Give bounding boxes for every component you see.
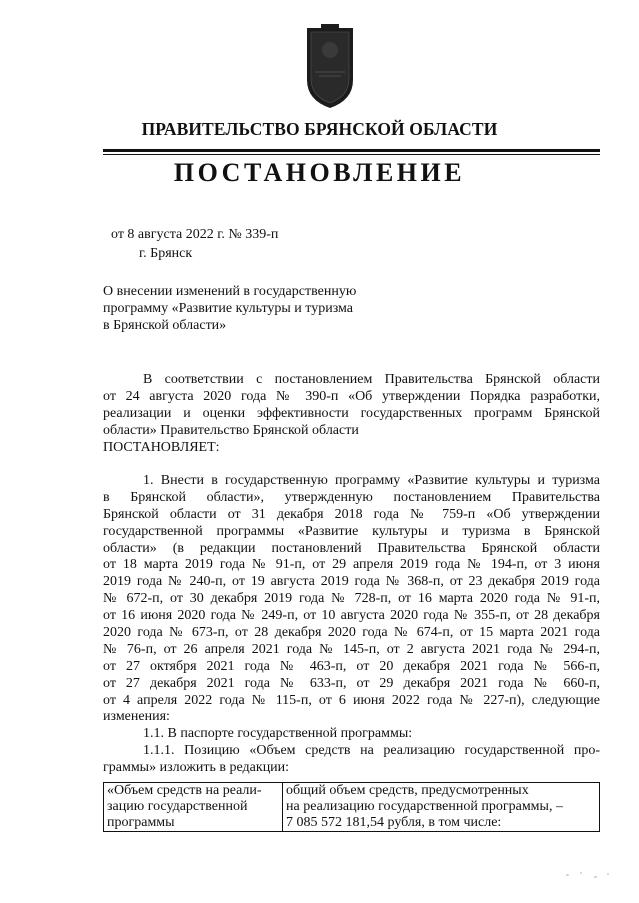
preamble-line: В соответствии с постановлением Правительства Брянской области xyxy=(143,372,600,387)
clause-line: области» (в редакции постановлений Правительства Брянской области xyxy=(103,540,600,556)
clause-line: государственной программы «Развитие культуры и туризма в Брянской xyxy=(103,523,600,539)
scan-speck xyxy=(594,876,597,878)
clause-1 xyxy=(103,473,600,777)
clause-line: Брянской области от 31 декабря 2018 года № 759-п «Об утверждении xyxy=(103,506,600,522)
scan-speck xyxy=(580,872,582,874)
subject-line: О внесении изменений в государственную xyxy=(103,284,357,299)
document-type: ПОСТАНОВЛЕНИЕ xyxy=(173,158,466,187)
clause-line: от 16 июня 2020 года № 249-п, от 10 августа 2020 года № 355-п, от 28 декабря xyxy=(103,608,600,624)
header-rule-thick xyxy=(103,149,600,152)
preamble-line: от 24 августа 2020 года № 390-п «Об утверждении Порядка разработки, xyxy=(103,388,600,404)
header-rule-thin xyxy=(103,154,600,155)
cell-line: общий объем средств, предусмотренных xyxy=(286,783,529,798)
clause-line: изменения: xyxy=(103,709,170,725)
clause-line: от 18 марта 2019 года № 91-п, от 29 апреля 2019 года № 194-п, от 3 июня xyxy=(103,557,600,573)
funding-table xyxy=(103,782,600,832)
clause-line: 2019 года № 240-п, от 19 августа 2019 года № 368-п, от 23 декабря 2019 года xyxy=(103,574,600,590)
document-subject xyxy=(103,283,393,334)
scan-speck xyxy=(566,874,569,876)
clause-line: в Брянской области», утвержденную постановлением Правительства xyxy=(103,489,600,505)
clause-line: № 76-п, от 26 апреля 2021 года № 145-п, от 2 августа 2021 года № 294-п, xyxy=(103,641,600,657)
table-cell-left xyxy=(104,783,283,832)
city-line: г. Брянск xyxy=(139,246,193,261)
table-row xyxy=(104,783,600,832)
clause-1-1-1: 1.1.1. Позицию «Объем средств на реализацию государственной про- xyxy=(143,743,600,759)
subject-line: программу «Развитие культуры и туризма xyxy=(103,301,354,316)
clause-line: 1. Внести в государственную программу «Развитие культуры и туризма xyxy=(143,473,600,488)
clause-line: от 27 декабря 2021 года № 633-п, от 29 декабря 2021 года № 660-п, xyxy=(103,675,600,691)
preamble-line: реализации и оценки эффективности государственных программ Брянской xyxy=(103,405,600,421)
decree-word: ПОСТАНОВЛЯЕТ: xyxy=(103,439,220,455)
preamble-line: области» Правительство Брянской области xyxy=(103,422,359,438)
preamble xyxy=(103,372,600,456)
coat-of-arms-icon xyxy=(305,22,355,110)
table-cell-right xyxy=(283,783,600,832)
clause-line: от 27 октября 2021 года № 463-п, от 20 декабря 2021 года № 566-п, xyxy=(103,658,600,674)
cell-line: «Объем средств на реали- xyxy=(107,783,262,798)
subject-line: в Брянской области» xyxy=(103,318,227,333)
clause-line: от 4 апреля 2022 года № 115-п, от 6 июня 2022 года № 227-п), следующие xyxy=(103,692,600,708)
clause-line: № 672-п, от 30 декабря 2019 года № 728-п, от 16 марта 2020 года № 91-п, xyxy=(103,591,600,607)
scan-speck xyxy=(607,873,609,875)
clause-1-1-1-cont: граммы» изложить в редакции: xyxy=(103,760,290,776)
cell-line: 7 085 572 181,54 рубля, в том числе: xyxy=(286,815,502,830)
government-title: ПРАВИТЕЛЬСТВО БРЯНСКОЙ ОБЛАСТИ xyxy=(141,119,498,139)
date-number-line: от 8 августа 2022 г. № 339-п xyxy=(111,227,279,242)
clause-1-1: 1.1. В паспорте государственной программы: xyxy=(143,726,413,742)
cell-line: программы xyxy=(107,815,175,830)
cell-line: на реализацию государственной программы, – xyxy=(286,799,563,814)
clause-line: 2020 года № 673-п, от 28 декабря 2020 года № 674-п, от 15 марта 2021 года xyxy=(103,625,600,641)
cell-line: зацию государственной xyxy=(107,799,248,814)
